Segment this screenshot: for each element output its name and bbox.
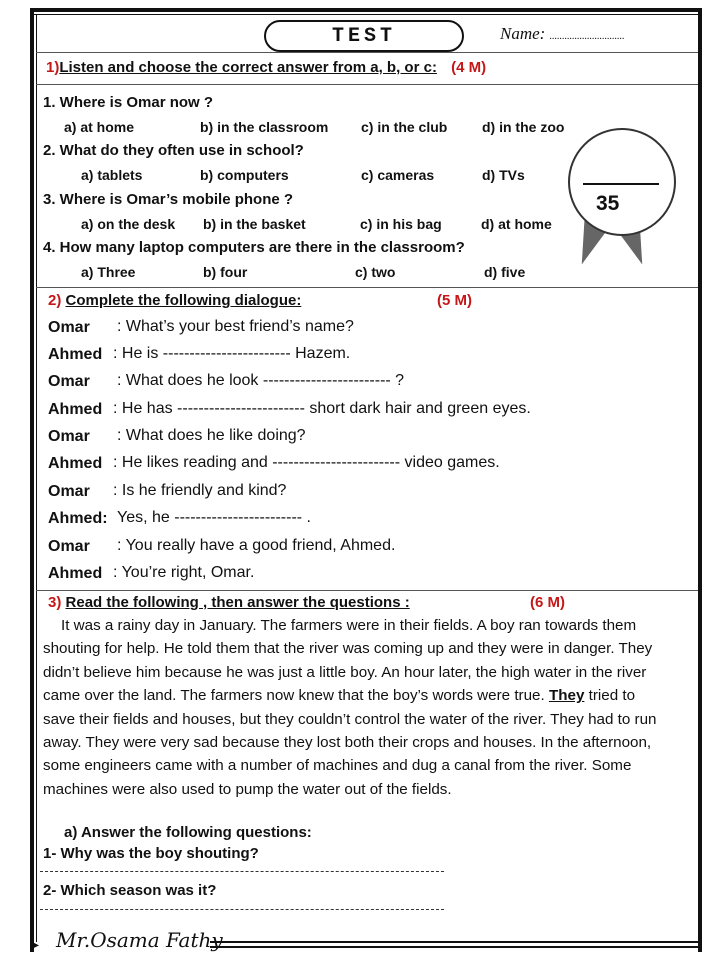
- dialogue-speaker-3: Omar: [48, 373, 90, 390]
- dialogue-line-9: : You really have a good friend, Ahmed.: [117, 537, 396, 554]
- author-signature: Mr.Osama Fathy: [56, 928, 223, 952]
- section3-divider: [36, 590, 698, 591]
- dialogue-line-3[interactable]: : What does he look ------------------------ ?: [117, 372, 405, 389]
- dialogue-speaker-9: Omar: [48, 538, 90, 555]
- q1-option-b[interactable]: b) in the classroom: [200, 119, 329, 135]
- q2-option-a[interactable]: a) tablets: [81, 167, 143, 183]
- section1-number: 1): [46, 59, 60, 76]
- dialogue-speaker-1: Omar: [48, 319, 90, 336]
- page-border-top-inner: [30, 14, 702, 15]
- footer-rule-2: [210, 946, 698, 948]
- q4-option-a[interactable]: a) Three: [81, 264, 136, 280]
- header-divider: [36, 52, 698, 53]
- page-border-right: [698, 8, 702, 952]
- q3-option-c[interactable]: c) in his bag: [360, 216, 442, 232]
- dialogue-line-2[interactable]: : He is ------------------------ Hazem.: [113, 345, 351, 362]
- passage-underlined-word: They: [548, 687, 585, 705]
- page-border-left: [30, 8, 34, 952]
- dialogue-speaker-7: Omar: [48, 483, 90, 500]
- dialogue-line-8[interactable]: Yes, he ------------------------ .: [117, 509, 311, 526]
- name-label: Name:: [500, 24, 546, 43]
- section1-divider: [36, 84, 698, 85]
- section2-number: 2): [48, 292, 62, 309]
- section1-title: Listen and choose the correct answer from a, b, or c:: [59, 59, 437, 76]
- section3-title: Read the following , then answer the questions :: [65, 594, 410, 611]
- dialogue-speaker-8: Ahmed:: [48, 510, 108, 527]
- dialogue-line-4[interactable]: : He has ------------------------ short dark hair and green eyes.: [113, 400, 531, 417]
- dialogue-line-7: : Is he friendly and kind?: [113, 482, 287, 499]
- questions-subheading: a) Answer the following questions:: [64, 824, 312, 841]
- section3-marks: (6 M): [530, 594, 565, 611]
- section2-title: Complete the following dialogue:: [65, 292, 302, 309]
- dialogue-speaker-4: Ahmed: [48, 401, 103, 418]
- section2-divider: [36, 287, 698, 288]
- footer-rule-1: [210, 941, 698, 943]
- section1-marks: (4 M): [451, 59, 487, 76]
- test-title: TEST: [264, 20, 464, 52]
- score-badge: [568, 128, 676, 236]
- question-3: 3. Where is Omar’s mobile phone ?: [43, 191, 294, 208]
- q1-option-c[interactable]: c) in the club: [361, 119, 448, 135]
- q3-option-d[interactable]: d) at home: [481, 216, 552, 232]
- section2-heading: [48, 292, 301, 309]
- q2-option-d[interactable]: d) TVs: [482, 167, 525, 183]
- passage-text-after: tried to save their fields and houses, but they couldn’t control the water of the river. They had to run away. They were very sad because they lost both their crops and houses. In the afternoon, some engineers came with a number of machines and dug a canal from the river. Some machines were also used to pump the water out of the fields.: [43, 687, 657, 798]
- q3-option-a[interactable]: a) on the desk: [81, 216, 176, 232]
- signature-marker-icon: ▸: [32, 936, 40, 952]
- reading-question-1: 1- Why was the boy shouting?: [43, 845, 259, 862]
- page-border-top: [30, 8, 702, 12]
- question-2: 2. What do they often use in school?: [43, 142, 304, 159]
- dialogue-speaker-2: Ahmed: [48, 346, 103, 363]
- answer-line-2[interactable]: [40, 909, 444, 910]
- q4-option-c[interactable]: c) two: [355, 264, 396, 280]
- q4-option-b[interactable]: b) four: [203, 264, 248, 280]
- section3-number: 3): [48, 594, 62, 611]
- dialogue-speaker-5: Omar: [48, 428, 90, 445]
- question-1: 1. Where is Omar now ?: [43, 94, 214, 111]
- passage-text-before: It was a rainy day in January. The farmers were in their fields. A boy ran towards them shouting for help. He told them that the river was coming up and they were in danger. They didn’t believe him because he was just a little boy. An hour later, the high water in the river came over the land. The farmers now knew that the boy’s words were true.: [43, 617, 653, 705]
- q1-option-a[interactable]: a) at home: [64, 119, 135, 135]
- dialogue-line-1: : What’s your best friend’s name?: [117, 318, 354, 335]
- name-field[interactable]: [500, 24, 625, 44]
- q2-option-b[interactable]: b) computers: [200, 167, 289, 183]
- dialogue-line-6[interactable]: : He likes reading and ------------------------ video games.: [113, 454, 500, 471]
- q3-option-b[interactable]: b) in the basket: [203, 216, 306, 232]
- reading-question-2: 2- Which season was it?: [43, 882, 217, 899]
- q2-option-c[interactable]: c) cameras: [361, 167, 435, 183]
- dialogue-speaker-10: Ahmed: [48, 565, 103, 582]
- q4-option-d[interactable]: d) five: [484, 264, 526, 280]
- score-badge-line: [583, 183, 659, 185]
- dialogue-line-5: : What does he like doing?: [117, 427, 306, 444]
- dialogue-speaker-6: Ahmed: [48, 455, 103, 472]
- section1-heading: [46, 59, 486, 76]
- q1-option-d[interactable]: d) in the zoo: [482, 119, 565, 135]
- reading-passage: [43, 614, 670, 801]
- score-total: 35: [596, 192, 620, 215]
- question-4: 4. How many laptop computers are there in the classroom?: [43, 239, 465, 256]
- dialogue-line-10: : You’re right, Omar.: [113, 564, 255, 581]
- page-border-left-inner: [36, 14, 37, 942]
- answer-line-1[interactable]: [40, 871, 444, 872]
- section2-marks: (5 M): [437, 292, 472, 309]
- section3-heading: [48, 594, 410, 611]
- name-blank[interactable]: ..............................: [549, 31, 625, 42]
